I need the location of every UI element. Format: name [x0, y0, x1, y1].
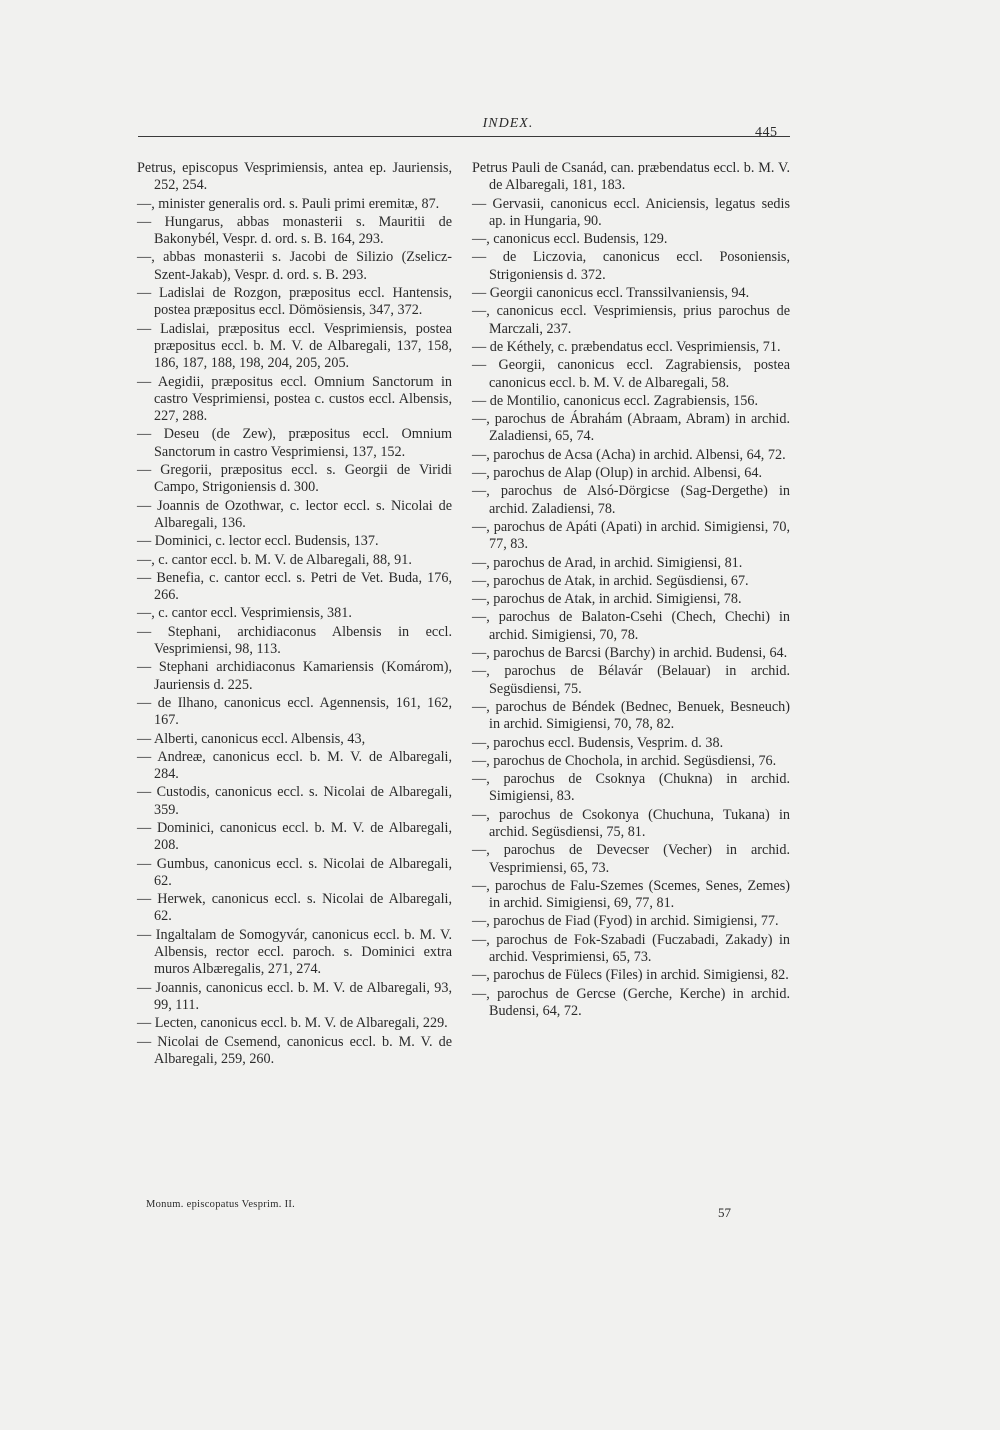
index-entry: —, parochus de Csoknya (Chukna) in archid. Simigiensi, 83.: [472, 771, 790, 805]
index-entry: —, parochus de Chochola, in archid. Següsdiensi, 76.: [472, 752, 777, 769]
index-entry: —, abbas monasterii s. Jacobi de Silizio (Zselicz-Szent-Jakab), Vespr. d. ord. s. B. 293.: [137, 249, 452, 283]
index-entry: — Gregorii, præpositus eccl. s. Georgii de Viridi Campo, Strigoniensis d. 300.: [137, 462, 452, 496]
index-entry: — Gervasii, canonicus eccl. Aniciensis, legatus sedis ap. in Hungaria, 90.: [472, 195, 790, 229]
index-entry: —, canonicus eccl. Vesprimiensis, prius parochus de Marczali, 237.: [472, 303, 790, 337]
index-entry: —, canonicus eccl. Budensis, 129.: [472, 231, 668, 248]
index-entry: — Andreæ, canonicus eccl. b. M. V. de Albaregali, 284.: [137, 748, 452, 783]
index-entry: Petrus Pauli de Csanád, can. præbendatus eccl. b. M. V. de Albaregali, 181, 183.: [472, 160, 790, 194]
index-entry: —, c. cantor eccl. b. M. V. de Albaregali, 88, 91.: [137, 551, 412, 568]
index-column-left: [137, 160, 452, 1069]
index-entry: — Ladislai, præpositus eccl. Vesprimiensis, postea præpositus eccl. b. M. V. de Albaregali, 137, 158, 186, 187, 188, 198, 204, 205, 205.: [137, 320, 452, 372]
index-entry: — Georgii canonicus eccl. Transsilvaniensis, 94.: [472, 285, 750, 302]
index-entry: —, parochus de Barcsi (Barchy) in archid. Budensi, 64.: [472, 645, 788, 662]
index-entry: —, parochus de Gercse (Gerche, Kerche) in archid. Budensi, 64, 72.: [472, 985, 790, 1019]
index-entry: — Lecten, canonicus eccl. b. M. V. de Albaregali, 229.: [137, 1015, 448, 1032]
index-entry: —, parochus de Fiad (Fyod) in archid. Simigiensi, 77.: [472, 913, 779, 930]
index-entry: — Joannis, canonicus eccl. b. M. V. de Albaregali, 93, 99, 111.: [137, 979, 452, 1013]
running-title: INDEX.: [482, 116, 534, 131]
index-entry: — Custodis, canonicus eccl. s. Nicolai de Albaregali, 359.: [137, 784, 452, 818]
index-entry: Petrus, episcopus Vesprimiensis, antea ep. Jauriensis, 252, 254.: [137, 160, 452, 194]
index-entry: —, parochus de Atak, in archid. Simigiensi, 78.: [472, 591, 742, 608]
index-entry: — Deseu (de Zew), præpositus eccl. Omnium Sanctorum in castro Vesprimiensi, 137, 152.: [137, 426, 452, 460]
index-entry: —, parochus de Arad, in archid. Simigiensi, 81.: [472, 554, 743, 571]
header-rule: [138, 136, 790, 137]
index-entry: — Dominici, c. lector eccl. Budensis, 137.: [137, 533, 379, 550]
index-entry: —, parochus de Alap (Olup) in archid. Albensi, 64.: [472, 465, 762, 482]
page-number: 445: [755, 125, 778, 140]
index-entry: — de Montilio, canonicus eccl. Zagrabiensis, 156.: [472, 392, 759, 409]
index-entry: —, parochus de Apáti (Apati) in archid. Simigiensi, 70, 77, 83.: [472, 518, 790, 553]
index-entry: — de Kéthely, c. præbendatus eccl. Vesprimiensis, 71.: [472, 338, 781, 355]
index-entry: — Alberti, canonicus eccl. Albensis, 43,: [137, 730, 366, 747]
index-entry: — Hungarus, abbas monasterii s. Mauritii de Bakonybél, Vespr. d. ord. s. B. 164, 293.: [137, 213, 452, 248]
index-entry: — Georgii, canonicus eccl. Zagrabiensis, postea canonicus eccl. b. M. V. de Albaregali, 58.: [472, 357, 790, 391]
index-entry: —, c. cantor eccl. Vesprimiensis, 381.: [137, 605, 352, 622]
index-column-right: [472, 160, 790, 1021]
index-entry: —, parochus de Csokonya (Chuchuna, Tukana) in archid. Següsdiensi, 75, 81.: [472, 806, 790, 840]
index-entry: —, parochus eccl. Budensis, Vesprim. d. 38.: [472, 734, 724, 751]
index-entry: — Gumbus, canonicus eccl. s. Nicolai de Albaregali, 62.: [137, 855, 452, 889]
index-entry: — Stephani archidiaconus Kamariensis (Komárom), Jauriensis d. 225.: [137, 659, 452, 693]
index-entry: —, minister generalis ord. s. Pauli primi eremitæ, 87.: [137, 195, 440, 212]
index-entry: — de Liczovia, canonicus eccl. Posoniensis, Strigoniensis d. 372.: [472, 249, 790, 283]
signature-line: Monum. episcopatus Vesprim. II.: [146, 1199, 296, 1210]
index-entry: — Stephani, archidiaconus Albensis in eccl. Vesprimiensi, 98, 113.: [137, 623, 452, 658]
index-entry: —, parochus de Fülecs (Files) in archid. Simigiensi, 82.: [472, 967, 789, 984]
index-entry: —, parochus de Bélavár (Belauar) in archid. Següsdiensi, 75.: [472, 663, 790, 697]
index-entry: — Dominici, canonicus eccl. b. M. V. de Albaregali, 208.: [137, 819, 452, 854]
index-entry: —, parochus de Devecser (Vecher) in archid. Vesprimiensi, 65, 73.: [472, 842, 790, 876]
index-entry: —, parochus de Béndek (Bednec, Benuek, Besneuch) in archid. Simigiensi, 70, 78, 82.: [472, 698, 790, 733]
index-entry: — Ladislai de Rozgon, præpositus eccl. Hantensis, postea præpositus eccl. Dömösiensis, 347, 372.: [137, 285, 452, 319]
index-entry: —, parochus de Fok-Szabadi (Fuczabadi, Zakady) in archid. Vesprimiensi, 65, 73.: [472, 931, 790, 966]
index-entry: —, parochus de Ábrahám (Abraam, Abram) in archid. Zaladiensi, 65, 74.: [472, 411, 790, 445]
index-entry: — de Ilhano, canonicus eccl. Agennensis, 161, 162, 167.: [137, 694, 452, 729]
index-entry: —, parochus de Balaton-Csehi (Chech, Chechi) in archid. Simigiensi, 70, 78.: [472, 609, 790, 643]
index-entry: — Joannis de Ozothwar, c. lector eccl. s. Nicolai de Albaregali, 136.: [137, 497, 452, 531]
sheet-number: 57: [718, 1205, 731, 1220]
index-entry: —, parochus de Alsó-Dörgicse (Sag-Dergethe) in archid. Zaladiensi, 78.: [472, 483, 790, 517]
index-entry: — Ingaltalam de Somogyvár, canonicus eccl. b. M. V. Albensis, rector eccl. paroch. s. Dominici extra muros Albæregalis, 271, 274.: [137, 926, 452, 978]
index-entry: —, parochus de Falu-Szemes (Scemes, Senes, Zemes) in archid. Simigiensi, 69, 77, 81.: [472, 877, 790, 912]
index-entry: — Aegidii, præpositus eccl. Omnium Sanctorum in castro Vesprimiensi, postea c. custos eccl. Albensis, 227, 288.: [137, 373, 452, 425]
index-entry: — Herwek, canonicus eccl. s. Nicolai de Albaregali, 62.: [137, 891, 452, 925]
index-entry: —, parochus de Atak, in archid. Següsdiensi, 67.: [472, 572, 749, 589]
index-entry: —, parochus de Acsa (Acha) in archid. Albensi, 64, 72.: [472, 446, 786, 463]
index-entry: — Nicolai de Csemend, canonicus eccl. b. M. V. de Albaregali, 259, 260.: [137, 1033, 452, 1067]
index-entry: — Benefia, c. cantor eccl. s. Petri de Vet. Buda, 176, 266.: [137, 569, 452, 604]
